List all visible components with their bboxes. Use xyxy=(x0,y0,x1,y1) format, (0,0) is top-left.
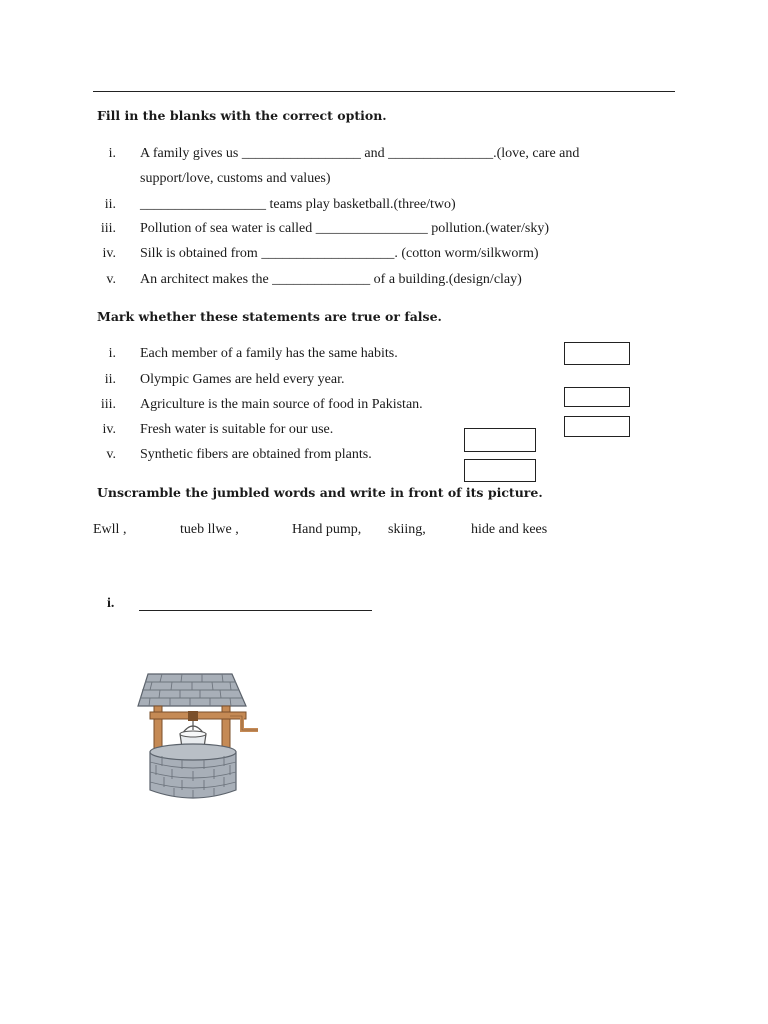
item-number: iii. xyxy=(100,221,116,236)
true-false-statement: Each member of a family has the same habits. xyxy=(140,346,398,361)
item-number: i. xyxy=(108,146,116,161)
true-false-statement: Fresh water is suitable for our use. xyxy=(140,422,334,437)
jumbled-word: tueb llwe , xyxy=(180,522,239,537)
jumbled-word: Ewll , xyxy=(93,522,127,537)
item-number: iv. xyxy=(102,246,116,261)
item-number: ii. xyxy=(104,197,116,212)
answer-box[interactable] xyxy=(564,342,630,365)
answer-box[interactable] xyxy=(564,416,630,437)
item-number: v. xyxy=(106,447,116,462)
jumbled-word: Hand pump, xyxy=(292,522,362,537)
item-number: iii. xyxy=(100,397,116,412)
water-well-icon xyxy=(130,668,270,803)
jumbled-word: hide and kees xyxy=(471,522,548,537)
fill-blank-item: Pollution of sea water is called ________________ pollution.(water/sky) xyxy=(140,221,550,236)
jumbled-word: skiing, xyxy=(388,522,426,537)
fill-blank-item: An architect makes the ______________ of a building.(design/clay) xyxy=(140,272,522,287)
fill-blank-item: A family gives us _________________ and _______________.(love, care and xyxy=(140,146,580,161)
section-heading-fill-blanks: Fill in the blanks with the correct option. xyxy=(97,108,387,123)
item-number: ii. xyxy=(104,372,116,387)
item-number: v. xyxy=(106,272,116,287)
section-heading-true-false: Mark whether these statements are true or false. xyxy=(97,309,442,324)
fill-blank-item: __________________ teams play basketball.(three/two) xyxy=(140,197,456,212)
item-number: iv. xyxy=(102,422,116,437)
true-false-statement: Agriculture is the main source of food in Pakistan. xyxy=(140,397,423,412)
answer-box[interactable] xyxy=(464,428,536,452)
item-number: i. xyxy=(108,346,116,361)
true-false-statement: Olympic Games are held every year. xyxy=(140,372,345,387)
answer-box[interactable] xyxy=(564,387,630,407)
top-rule xyxy=(93,91,675,92)
answer-box[interactable] xyxy=(464,459,536,482)
answer-line[interactable] xyxy=(139,610,372,611)
true-false-statement: Synthetic fibers are obtained from plants. xyxy=(140,447,372,462)
fill-blank-item: Silk is obtained from ___________________. (cotton worm/silkworm) xyxy=(140,246,539,261)
fill-blank-item-continued: support/love, customs and values) xyxy=(140,171,331,186)
question-number: i. xyxy=(107,596,115,611)
section-heading-unscramble: Unscramble the jumbled words and write in front of its picture. xyxy=(97,485,543,500)
